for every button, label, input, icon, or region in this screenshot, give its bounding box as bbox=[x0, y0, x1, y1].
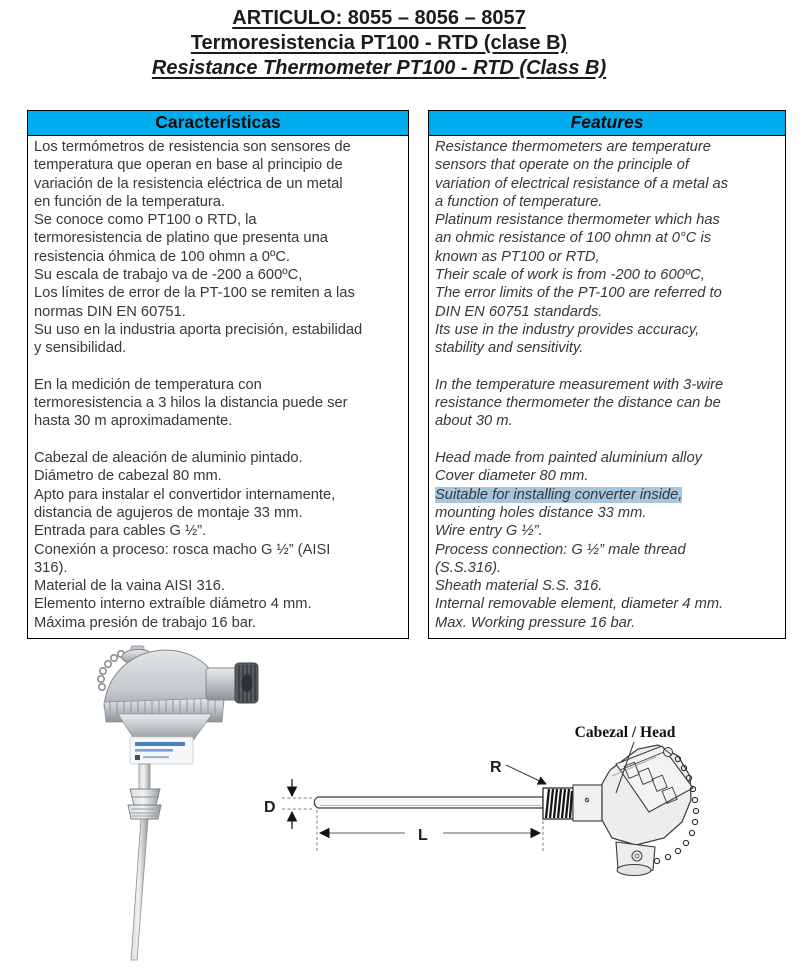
product-figure bbox=[0, 645, 803, 976]
text-line bbox=[435, 431, 781, 449]
product-photo bbox=[98, 646, 258, 960]
text-line: resistencia óhmica de 100 ohmn a 0ºC. bbox=[34, 248, 291, 265]
dimension-D bbox=[264, 779, 313, 829]
text-line: Resistance thermometers are temperature bbox=[435, 139, 711, 155]
text-line: Internal removable element, diameter 4 mm. bbox=[435, 596, 724, 613]
text-line: a function of temperature. bbox=[435, 193, 603, 210]
text-line: temperatura que operan en base al principio de bbox=[34, 157, 343, 174]
text-line: termoresistencia a 3 hilos la distancia puede ser bbox=[34, 395, 348, 412]
features-body bbox=[429, 136, 785, 638]
text-line: normas DIN EN 60751. bbox=[34, 303, 186, 320]
drawing-thread bbox=[543, 788, 573, 819]
text-line: distancia de agujeros de montaje 33 mm. bbox=[34, 504, 303, 521]
text-line: Conexión a proceso: rosca macho G ½” (AISI bbox=[34, 541, 331, 558]
text-line: Su escala de trabajo va de -200 a 600ºC, bbox=[34, 267, 303, 284]
callout-R bbox=[490, 759, 546, 784]
text-line: Entrada para cables G ½”. bbox=[34, 523, 207, 540]
caracteristicas-header: Características bbox=[28, 111, 408, 136]
subtitle-english: Resistance Thermometer PT100 - RTD (Class B) bbox=[151, 57, 607, 79]
product-label-band bbox=[130, 737, 193, 764]
text-line: variation of electrical resistance of a metal as bbox=[435, 175, 729, 192]
caracteristicas-panel bbox=[27, 110, 409, 639]
text-line: en función de la temperatura. bbox=[34, 193, 226, 210]
probe-sheath bbox=[131, 819, 148, 960]
text-line bbox=[435, 358, 781, 376]
l-label: L bbox=[418, 827, 428, 844]
drawing-head bbox=[602, 745, 699, 876]
highlighted-text: Suitable for installing converter inside, bbox=[435, 486, 683, 503]
text-line: Head made from painted aluminium alloy bbox=[435, 450, 702, 467]
text-line: mounting holes distance 33 mm. bbox=[435, 504, 647, 521]
text-line: sensors that operate on the principle of bbox=[435, 157, 689, 174]
text-line: Material de la vaina AISI 316. bbox=[34, 578, 226, 595]
caracteristicas-body bbox=[28, 136, 408, 638]
text-line: Their scale of work is from -200 to 600ºC, bbox=[435, 267, 705, 284]
process-thread bbox=[128, 805, 161, 819]
text-line: Its use in the industry provides accuracy, bbox=[435, 321, 700, 338]
drawing-probe bbox=[314, 797, 543, 808]
text-line: The error limits of the PT-100 are referred to bbox=[435, 285, 722, 302]
head-label: Cabezal / Head bbox=[574, 724, 676, 741]
text-line: about 30 m. bbox=[435, 413, 513, 430]
text-line: DIN EN 60751 standards. bbox=[435, 303, 603, 320]
text-line: Apto para instalar el convertidor internamente, bbox=[34, 486, 336, 503]
drawing-neck bbox=[573, 785, 602, 821]
text-line: Cabezal de aleación de aluminio pintado. bbox=[34, 450, 303, 467]
text-line: known as PT100 or RTD, bbox=[435, 248, 600, 265]
text-line: Máxima presión de trabajo 16 bar. bbox=[34, 614, 257, 631]
text-line: y sensibilidad. bbox=[34, 340, 127, 357]
text-line: Sheath material S.S. 316. bbox=[435, 578, 603, 595]
text-line: En la medición de temperatura con bbox=[34, 376, 262, 393]
title-block bbox=[0, 6, 758, 81]
text-line: (S.S.316). bbox=[435, 559, 502, 576]
text-line: variación de la resistencia eléctrica de un metal bbox=[34, 175, 343, 192]
text-line: Cover diameter 80 mm. bbox=[435, 468, 589, 485]
text-line: 316). bbox=[34, 559, 68, 576]
neck-tube bbox=[139, 764, 150, 789]
text-line: Su uso en la industria aporta precisión, estabilidad bbox=[34, 321, 363, 338]
dimension-L bbox=[317, 810, 543, 851]
r-label: R bbox=[490, 759, 502, 776]
dimension-drawing bbox=[264, 724, 699, 876]
text-line: termoresistencia de platino que presenta una bbox=[34, 230, 328, 247]
text-line: Max. Working pressure 16 bar. bbox=[435, 614, 636, 631]
text-line: In the temperature measurement with 3-wire bbox=[435, 376, 724, 393]
union-nut bbox=[130, 789, 160, 805]
text-line bbox=[34, 358, 404, 376]
text-line: stability and sensitivity. bbox=[435, 340, 584, 357]
text-line: Diámetro de cabezal 80 mm. bbox=[34, 468, 222, 485]
text-line: resistance thermometer the distance can be bbox=[435, 395, 721, 412]
text-line: Los termómetros de resistencia son sensores de bbox=[34, 139, 351, 155]
subtitle-spanish: Termoresistencia PT100 - RTD (clase B) bbox=[190, 32, 568, 54]
text-line: Platinum resistance thermometer which has bbox=[435, 212, 720, 229]
text-line bbox=[34, 431, 404, 449]
text-line: Process connection: G ½” male thread bbox=[435, 541, 686, 558]
d-label: D bbox=[264, 799, 276, 816]
text-line: Wire entry G ½”. bbox=[435, 523, 543, 540]
text-line: hasta 30 m aproximadamente. bbox=[34, 413, 233, 430]
features-header: Features bbox=[429, 111, 785, 136]
features-panel bbox=[428, 110, 786, 639]
text-line: an ohmic resistance of 100 ohmn at 0°C is bbox=[435, 230, 712, 247]
text-line: Se conoce como PT100 o RTD, la bbox=[34, 212, 257, 229]
text-line: Los límites de error de la PT-100 se remiten a las bbox=[34, 285, 355, 302]
text-line: Elemento interno extraíble diámetro 4 mm. bbox=[34, 596, 312, 613]
cable-gland bbox=[206, 663, 258, 703]
text-line bbox=[435, 486, 781, 504]
article-title: ARTICULO: 8055 – 8056 – 8057 bbox=[232, 7, 526, 29]
